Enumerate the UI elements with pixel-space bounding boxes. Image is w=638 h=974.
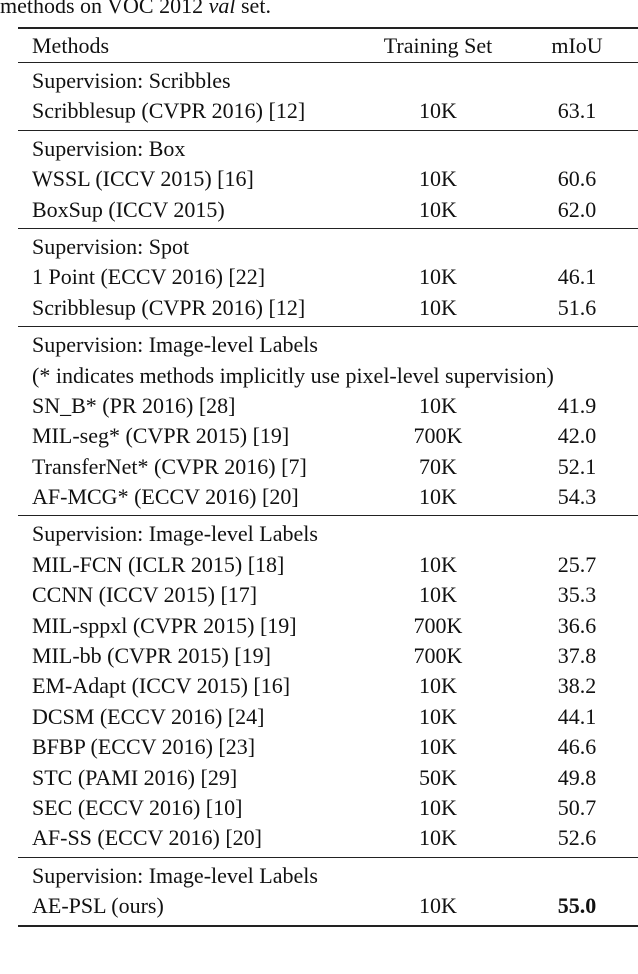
method-cell: WSSL (ICCV 2015) [16] bbox=[32, 166, 254, 192]
miou-cell: 38.2 bbox=[557, 673, 597, 699]
caption-italic: val bbox=[208, 0, 236, 18]
training-set-cell: 10K bbox=[419, 166, 457, 192]
table-group bbox=[18, 858, 638, 925]
table-row bbox=[18, 763, 638, 793]
miou-cell: 52.1 bbox=[557, 453, 597, 479]
method-cell: AE-PSL (ours) bbox=[32, 893, 164, 919]
miou-cell: 44.1 bbox=[557, 703, 597, 729]
table-row bbox=[18, 452, 638, 482]
training-set-cell: 10K bbox=[419, 825, 457, 851]
miou-cell: 50.7 bbox=[557, 794, 597, 820]
header-methods: Methods bbox=[32, 33, 109, 58]
table-group bbox=[18, 131, 638, 228]
table-row bbox=[18, 550, 638, 580]
method-cell: BoxSup (ICCV 2015) bbox=[32, 196, 225, 222]
miou-cell: 37.8 bbox=[557, 643, 597, 669]
miou-cell: 46.6 bbox=[557, 734, 597, 760]
table-row bbox=[18, 262, 638, 292]
table-row bbox=[18, 611, 638, 641]
miou-cell: 55.0 bbox=[557, 893, 597, 919]
method-cell: AF-MCG* (ECCV 2016) [20] bbox=[32, 484, 299, 510]
training-set-cell: 10K bbox=[419, 582, 457, 608]
method-cell: EM-Adapt (ICCV 2015) [16] bbox=[32, 673, 291, 699]
miou-cell: 41.9 bbox=[557, 392, 597, 418]
miou-cell: 54.3 bbox=[557, 484, 597, 510]
method-cell: BFBP (ECCV 2016) [23] bbox=[32, 734, 256, 760]
group-title-row bbox=[18, 361, 638, 391]
table-row bbox=[18, 641, 638, 671]
method-cell: TransferNet* (CVPR 2016) [7] bbox=[32, 453, 307, 479]
method-cell: MIL-seg* (CVPR 2015) [19] bbox=[32, 423, 290, 449]
group-title: Supervision: Image-level Labels bbox=[32, 332, 318, 358]
table-row bbox=[18, 823, 638, 853]
method-cell: SEC (ECCV 2016) [10] bbox=[32, 794, 243, 820]
method-cell: DCSM (ECCV 2016) [24] bbox=[32, 703, 265, 729]
training-set-cell: 10K bbox=[419, 551, 457, 577]
miou-cell: 52.6 bbox=[557, 825, 597, 851]
training-set-cell: 10K bbox=[419, 734, 457, 760]
header-miou: mIoU bbox=[551, 33, 603, 58]
method-cell: MIL-FCN (ICLR 2015) [18] bbox=[32, 551, 285, 577]
miou-cell: 60.6 bbox=[557, 166, 597, 192]
training-set-cell: 10K bbox=[419, 673, 457, 699]
miou-cell: 62.0 bbox=[557, 196, 597, 222]
training-set-cell: 10K bbox=[419, 893, 457, 919]
miou-cell: 49.8 bbox=[557, 764, 597, 790]
training-set-cell: 700K bbox=[413, 612, 463, 638]
table-row bbox=[18, 793, 638, 823]
group-title: (* indicates methods implicitly use pixel-level supervision) bbox=[32, 362, 554, 388]
miou-cell: 42.0 bbox=[557, 423, 597, 449]
header-row bbox=[18, 29, 638, 62]
training-set-cell: 700K bbox=[413, 643, 463, 669]
training-set-cell: 10K bbox=[419, 294, 457, 320]
method-cell: STC (PAMI 2016) [29] bbox=[32, 764, 238, 790]
header-training-set: Training Set bbox=[383, 33, 493, 58]
training-set-cell: 10K bbox=[419, 703, 457, 729]
miou-cell: 51.6 bbox=[557, 294, 597, 320]
table-group bbox=[18, 327, 638, 515]
group-title: Supervision: Image-level Labels bbox=[32, 862, 318, 888]
group-title-row bbox=[18, 134, 638, 164]
table-row bbox=[18, 293, 638, 323]
table-row bbox=[18, 96, 638, 126]
table-row bbox=[18, 421, 638, 451]
method-cell: SN_B* (PR 2016) [28] bbox=[32, 392, 236, 418]
training-set-cell: 10K bbox=[419, 98, 457, 124]
group-title: Supervision: Spot bbox=[32, 233, 190, 259]
table-row bbox=[18, 891, 638, 921]
training-set-cell: 10K bbox=[419, 264, 457, 290]
method-cell: MIL-bb (CVPR 2015) [19] bbox=[32, 643, 271, 669]
miou-cell: 25.7 bbox=[557, 551, 597, 577]
group-title-row bbox=[18, 861, 638, 891]
table-group bbox=[18, 516, 638, 856]
training-set-cell: 700K bbox=[413, 423, 463, 449]
miou-cell: 63.1 bbox=[557, 98, 597, 124]
caption-prefix: methods on VOC 2012 bbox=[0, 0, 209, 18]
table-row bbox=[18, 195, 638, 225]
group-title: Supervision: Image-level Labels bbox=[32, 521, 318, 547]
group-title-row bbox=[18, 232, 638, 262]
method-cell: AF-SS (ECCV 2016) [20] bbox=[32, 825, 263, 851]
training-set-cell: 10K bbox=[419, 794, 457, 820]
training-set-cell: 70K bbox=[419, 453, 457, 479]
table-row bbox=[18, 482, 638, 512]
table-row bbox=[18, 164, 638, 194]
results-table bbox=[18, 27, 638, 927]
training-set-cell: 50K bbox=[419, 764, 457, 790]
caption-suffix: set. bbox=[235, 0, 271, 18]
table-group bbox=[18, 63, 638, 130]
method-cell: Scribblesup (CVPR 2016) [12] bbox=[32, 98, 306, 124]
group-title-row bbox=[18, 66, 638, 96]
table-row bbox=[18, 732, 638, 762]
table-group bbox=[18, 229, 638, 326]
training-set-cell: 10K bbox=[419, 196, 457, 222]
group-title: Supervision: Box bbox=[32, 135, 186, 161]
training-set-cell: 10K bbox=[419, 392, 457, 418]
bottom-rule bbox=[18, 925, 638, 927]
table-row bbox=[18, 671, 638, 701]
miou-cell: 36.6 bbox=[557, 612, 597, 638]
method-cell: Scribblesup (CVPR 2016) [12] bbox=[32, 294, 306, 320]
table-row bbox=[18, 391, 638, 421]
miou-cell: 46.1 bbox=[557, 264, 597, 290]
table-row bbox=[18, 580, 638, 610]
group-title: Supervision: Scribbles bbox=[32, 68, 231, 93]
miou-cell: 35.3 bbox=[557, 582, 597, 608]
method-cell: CCNN (ICCV 2015) [17] bbox=[32, 582, 258, 608]
method-cell: MIL-sppxl (CVPR 2015) [19] bbox=[32, 612, 297, 638]
method-cell: 1 Point (ECCV 2016) [22] bbox=[32, 264, 266, 290]
table-caption bbox=[0, 0, 271, 19]
table-row bbox=[18, 702, 638, 732]
group-title-row bbox=[18, 519, 638, 549]
training-set-cell: 10K bbox=[419, 484, 457, 510]
group-title-row bbox=[18, 330, 638, 360]
